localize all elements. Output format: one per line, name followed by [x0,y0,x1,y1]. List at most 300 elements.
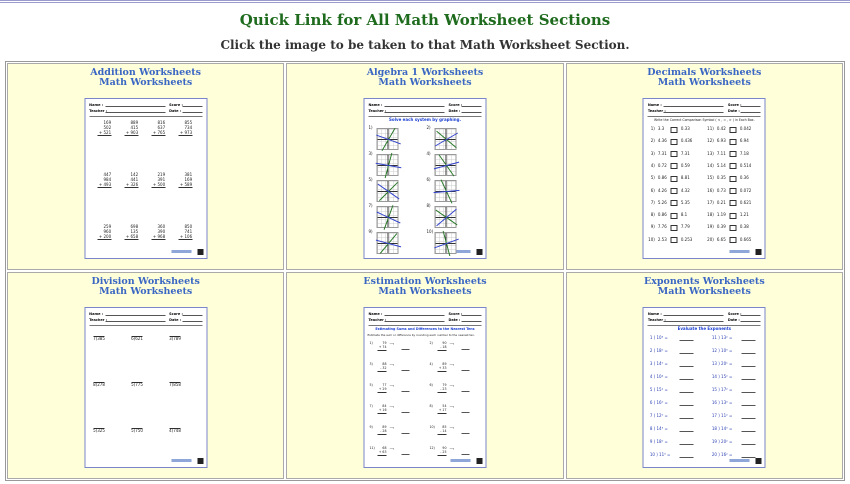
exponent-problem: 8 ) 14³ = [649,426,668,431]
arrow-icon: ⟶ [449,426,455,430]
addition-problem-line: 637 [157,124,166,130]
answer-line [680,392,694,393]
decimal-value: 0.042 [739,126,752,131]
section-subtitle: Math Worksheets [657,77,751,88]
exponent-problem: 11 ) 13² = [711,335,733,340]
addition-problem-line: 984 [103,176,112,182]
addition-problem-line: 850 [184,224,193,229]
answer-line [461,349,469,350]
answer-line [680,379,694,380]
top-border [0,0,850,3]
answer-line [680,405,694,406]
exponent-problem: 17 ) 11² = [711,413,733,418]
exponent-problem: 20 ) 16² = [711,452,733,457]
problem-number: 4) [429,362,433,366]
problem-number: 4) [650,162,655,168]
worksheet-footer [730,249,762,255]
problem-number: 12) [429,446,435,450]
section-subtitle: Math Worksheets [657,286,751,297]
problem-number: 5) [368,177,373,182]
problem-number: 11) [707,126,714,131]
decimal-value: 2.53 [657,236,667,242]
comparison-box [730,127,737,133]
arrow-icon: ⟶ [449,447,455,451]
problem-number: 7) [368,203,373,208]
decimal-value: 4.36 [657,138,667,144]
score-label: Score : [727,103,742,107]
section-division[interactable] [7,272,284,479]
answer-line [742,366,756,367]
problem-number: 8) [650,212,655,218]
exponent-problem: 4 ) 10⁴ = [649,374,668,379]
worksheet-instruction: Estimate the sum or difference by rounding each number to the nearest ten. [367,333,475,337]
date-line [461,321,481,322]
division-problem: 5)750 [131,428,143,433]
comparison-box [671,176,678,182]
teacher-label: Teacher : [647,318,666,322]
answer-line [401,433,409,434]
comparison-box [730,213,737,219]
section-subtitle: Math Worksheets [99,286,193,297]
addition-problem-line: 415 [130,124,139,130]
worksheet-thumbnail[interactable] [643,98,766,259]
worksheet-heading: Estimating Sums and Differences to the Nearest Tens [375,327,475,331]
answer-line [461,412,469,413]
answer-line [742,353,756,354]
division-problem: 5)325 [93,428,105,433]
problem-number: 3) [368,151,373,156]
addend: 54 [442,404,447,408]
addition-problem-line: 390 [157,228,166,234]
problem-number: 6) [426,177,431,182]
decimal-value: 0.39 [716,224,726,230]
score-line [182,106,202,107]
exponent-problem: 14 ) 15² = [711,374,733,379]
decimal-value: 4.32 [680,187,690,193]
answer-line [742,457,756,458]
worksheet-thumbnail[interactable] [363,307,486,468]
date-line [182,321,202,322]
name-label: Name : [368,312,383,316]
addition-problem-line: + 493 [98,181,112,187]
score-label: Score : [169,312,183,316]
coordinate-grid [434,206,456,228]
decimal-value: 7.79 [680,224,690,230]
name-line [664,106,724,107]
answer-line [680,418,694,419]
addition-problem-line: 855 [184,120,193,125]
addition-problem-line: 734 [184,124,193,130]
answer-line [742,379,756,380]
teacher-line [664,112,724,113]
problem-number: 8) [426,203,431,208]
section-title: Algebra 1 Worksheets [366,67,484,78]
addend: - 23 [437,387,446,393]
section-heading [287,68,562,88]
problem-number: 13) [707,150,714,156]
arrow-icon: ⟶ [449,405,455,409]
date-line [741,112,761,113]
addend: + 17 [438,408,447,412]
exponent-problem: 13 ) 20¹ = [711,361,733,366]
name-line [664,315,724,316]
decimal-value: 0.33 [680,126,690,131]
division-problem: 8)278 [93,382,105,387]
addend: + 16 [378,408,387,412]
answer-line [401,349,409,350]
score-line [461,106,481,107]
problem-number: 1) [369,341,373,345]
decimal-value: 0.42 [716,126,726,131]
answer-line [401,454,409,455]
exponent-problem: 16 ) 13⁰ = [711,400,733,405]
problem-number: 8) [429,404,433,408]
qr-code-icon [476,249,482,255]
exponent-problem: 9 ) 18⁰ = [649,439,668,444]
addition-problem-line: 360 [157,224,166,229]
coordinate-grid [376,206,398,228]
addition-problem-line: 169 [103,120,112,125]
addition-problem-line: 960 [103,228,112,234]
addend: 89 [382,425,387,429]
teacher-label: Teacher : [647,109,666,113]
problem-number: 10) [429,425,435,429]
comparison-box [730,139,737,145]
decimal-value: 0.253 [680,236,693,242]
decimal-value: 6.94 [739,138,749,144]
section-subtitle: Math Worksheets [378,286,472,297]
decimal-value: 1.21 [739,212,749,218]
section-title: Division Worksheets [91,276,200,287]
addend: 88 [382,362,387,366]
worksheet-header [89,102,202,117]
problem-number: 9) [369,425,373,429]
decimal-value: 6.65 [716,236,726,242]
problem-number: 17) [707,199,714,205]
comparison-box [730,188,737,194]
teacher-line [384,321,444,322]
problem-number: 10) [426,229,434,234]
decimal-value: 0.59 [680,162,690,168]
addend: 85 [442,425,447,429]
problem-number: 3) [369,362,373,366]
addition-problem-line: 816 [157,120,166,125]
site-logo [171,250,191,253]
answer-line [680,457,694,458]
teacher-label: Teacher : [89,109,108,113]
section-estimation[interactable] [286,272,563,479]
addition-problem-line: 219 [157,172,166,177]
decimal-value: 7.18 [739,150,749,156]
addition-problem-line: + 500 [152,181,166,187]
date-line [461,112,481,113]
worksheet-footer [730,458,762,464]
score-line [741,106,761,107]
addition-problem-line: 698 [130,224,139,229]
addend: - 18 [437,345,446,351]
addend: 89 [442,362,447,366]
qr-code-icon [197,458,203,464]
section-title: Decimals Worksheets [647,67,762,78]
section-addition[interactable] [7,63,284,270]
decimal-value: 1.19 [716,212,726,218]
decimal-value: 0.73 [716,187,726,193]
answer-line [401,412,409,413]
arrow-icon: ⟶ [389,447,395,451]
addend: + 29 [378,387,387,391]
teacher-line [105,321,165,322]
site-logo [171,459,191,462]
section-exponents[interactable] [566,272,843,479]
score-line [182,315,202,316]
decimal-value: 7.31 [657,150,667,156]
worksheet-header [648,102,761,117]
section-heading [8,277,283,297]
decimal-value: 0.36 [739,175,749,181]
comparison-box [671,188,678,194]
problem-number: 11) [369,446,375,450]
coordinate-grid [376,154,398,176]
name-label: Name : [89,312,104,316]
worksheet-header [368,102,481,117]
section-subtitle: Math Worksheets [99,77,193,88]
name-line [384,315,444,316]
site-logo [730,459,750,462]
decimal-value: 0.86 [657,212,667,218]
problem-number: 5) [650,175,655,181]
problem-number: 3) [650,150,655,156]
section-subtitle: Math Worksheets [378,77,472,88]
date-label: Date : [727,318,740,322]
worksheet-header [368,311,481,326]
decimal-value: 7.76 [657,224,667,230]
worksheet-thumbnail[interactable] [643,307,766,468]
name-label: Name : [368,103,383,107]
problem-number: 6) [650,187,655,193]
division-problem: 4)748 [169,428,181,433]
teacher-line [664,321,724,322]
answer-line [461,391,469,392]
problem-number: 7) [650,199,655,205]
addition-problem-line: 142 [130,172,139,177]
comparison-box [671,127,678,133]
decimal-value: 0.072 [739,187,752,193]
answer-line [680,444,694,445]
addition-problem-line: 381 [184,172,193,177]
answer-line [742,431,756,432]
worksheet-heading: Write the Correct Comparison Symbol ( < , = , > ) in Each Box. [654,118,755,122]
section-heading [8,68,283,88]
answer-line [680,340,694,341]
arrow-icon: ⟶ [389,342,395,346]
addend: 77 [382,383,387,387]
date-label: Date : [169,318,182,322]
division-problem: 6)621 [131,336,143,341]
addition-problem-line: 447 [103,172,112,177]
section-title: Addition Worksheets [90,67,202,78]
arrow-icon: ⟶ [449,384,455,388]
section-algebra-1[interactable] [286,63,563,270]
exponent-problem: 19 ) 20² = [711,439,733,444]
exponent-problem: 6 ) 16⁰ = [649,400,668,405]
site-logo [730,250,750,253]
decimal-value: 0.21 [716,199,726,205]
page-subtitle: Click the image to be taken to that Math Worksheet Section. [220,38,630,52]
answer-line [461,433,469,434]
section-heading [287,277,562,297]
date-label: Date : [448,109,461,113]
date-label: Date : [448,318,461,322]
site-logo [450,459,470,462]
answer-line [461,454,469,455]
decimal-value: 8.81 [680,175,690,181]
comparison-box [730,237,737,243]
worksheet-thumbnail[interactable] [363,98,486,259]
problem-number: 12) [707,138,714,144]
teacher-line [105,112,165,113]
worksheet-heading: Solve each system by graphing. [388,117,461,122]
addition-problem-line: + 521 [98,129,112,135]
division-problem: 7)858 [169,382,181,387]
answer-line [401,391,409,392]
decimal-value: 0.35 [716,175,726,181]
worksheet-footer [171,458,203,464]
coordinate-grid [434,232,456,254]
section-decimals[interactable] [566,63,843,270]
answer-line [461,370,469,371]
decimal-value: 0.665 [739,236,752,242]
decimal-value: 3.3 [657,126,665,131]
comparison-box [730,151,737,157]
worksheet-thumbnail[interactable] [84,307,207,468]
addition-problem-line: 169 [184,176,193,182]
exponent-problem: 5 ) 15² = [649,387,668,392]
addend: + 33 [438,366,447,370]
decimal-value: 0.436 [680,138,693,144]
decimal-value: 0.514 [739,162,752,168]
addition-problem-line: + 973 [179,129,193,135]
score-line [741,315,761,316]
worksheet-footer [450,458,482,464]
exponent-problem: 7 ) 12⁰ = [649,413,668,418]
comparison-box [671,139,678,145]
decimal-value: 5.35 [680,199,690,205]
addition-problem-line: 889 [130,120,139,125]
name-line [105,315,165,316]
date-label: Date : [727,109,740,113]
decimal-value: 6.93 [716,138,726,144]
addend: - 28 [377,429,386,435]
date-line [182,112,202,113]
qr-code-icon [197,249,203,255]
arrow-icon: ⟶ [449,342,455,346]
addend: 79 [382,341,387,345]
comparison-box [671,237,678,243]
answer-line [742,418,756,419]
addition-problem-line: 391 [157,176,166,182]
comparison-box [730,163,737,169]
qr-code-icon [756,458,762,464]
comparison-box [730,225,737,231]
name-line [105,106,165,107]
addition-problem-line: 502 [103,124,112,130]
addend: 90 [442,446,447,450]
worksheet-heading: Evaluate the Exponents [677,326,732,331]
exponent-problem: 1 ) 10³ = [649,335,668,340]
addend: 68 [382,446,387,450]
worksheet-section-grid [5,61,845,481]
decimal-value: 5.26 [657,199,667,205]
decimal-value: 7.31 [680,150,690,156]
name-line [384,106,444,107]
worksheet-header [648,311,761,326]
exponent-problem: 18 ) 14⁰ = [711,426,733,431]
name-label: Name : [647,312,662,316]
addition-problem-line: + 903 [125,129,139,135]
addition-problem-line: 441 [130,176,139,182]
coordinate-grid [376,232,398,254]
addition-problem-line: 135 [130,228,139,234]
name-label: Name : [647,103,662,107]
problem-number: 19) [707,224,714,230]
exponent-problem: 10 ) 11³ = [649,452,671,457]
addend: 84 [382,404,387,408]
problem-number: 16) [707,187,714,193]
section-heading [567,277,842,297]
decimal-value: 0.72 [657,162,667,168]
score-label: Score : [448,103,463,107]
arrow-icon: ⟶ [389,363,395,367]
addend: + 63 [378,450,387,454]
coordinate-grid [434,180,456,202]
arrow-icon: ⟶ [389,426,395,430]
answer-line [680,353,694,354]
addition-problem-line: 259 [103,224,112,229]
score-label: Score : [448,312,463,316]
teacher-label: Teacher : [368,109,387,113]
worksheet-thumbnail[interactable] [84,98,207,259]
answer-line [742,392,756,393]
name-label: Name : [89,103,104,107]
arrow-icon: ⟶ [389,384,395,388]
graph-line [435,133,458,147]
answer-line [680,366,694,367]
division-problem: 3)789 [169,336,181,341]
decimal-value: 0.86 [657,175,667,181]
comparison-box [671,200,678,206]
problem-number: 9) [368,229,373,234]
addition-problem-line: + 765 [152,129,166,135]
addition-problem-line: + 106 [179,233,193,239]
decimal-value: 0.621 [739,199,752,205]
answer-line [742,340,756,341]
problem-number: 1) [368,125,373,130]
coordinate-grid [434,128,456,150]
division-problem: 7)385 [93,336,105,341]
problem-number: 2) [426,125,431,130]
addition-problem-line: + 326 [125,181,139,187]
section-heading [567,68,842,88]
score-line [461,315,481,316]
addition-problem-line: + 200 [98,233,112,239]
section-title: Exponents Worksheets [643,276,765,287]
problem-number: 2) [650,138,655,144]
page-title: Quick Link for All Math Worksheet Sections [239,11,611,29]
decimal-value: 0.38 [739,224,749,230]
problem-number: 18) [707,212,714,218]
answer-line [742,405,756,406]
teacher-label: Teacher : [89,318,108,322]
